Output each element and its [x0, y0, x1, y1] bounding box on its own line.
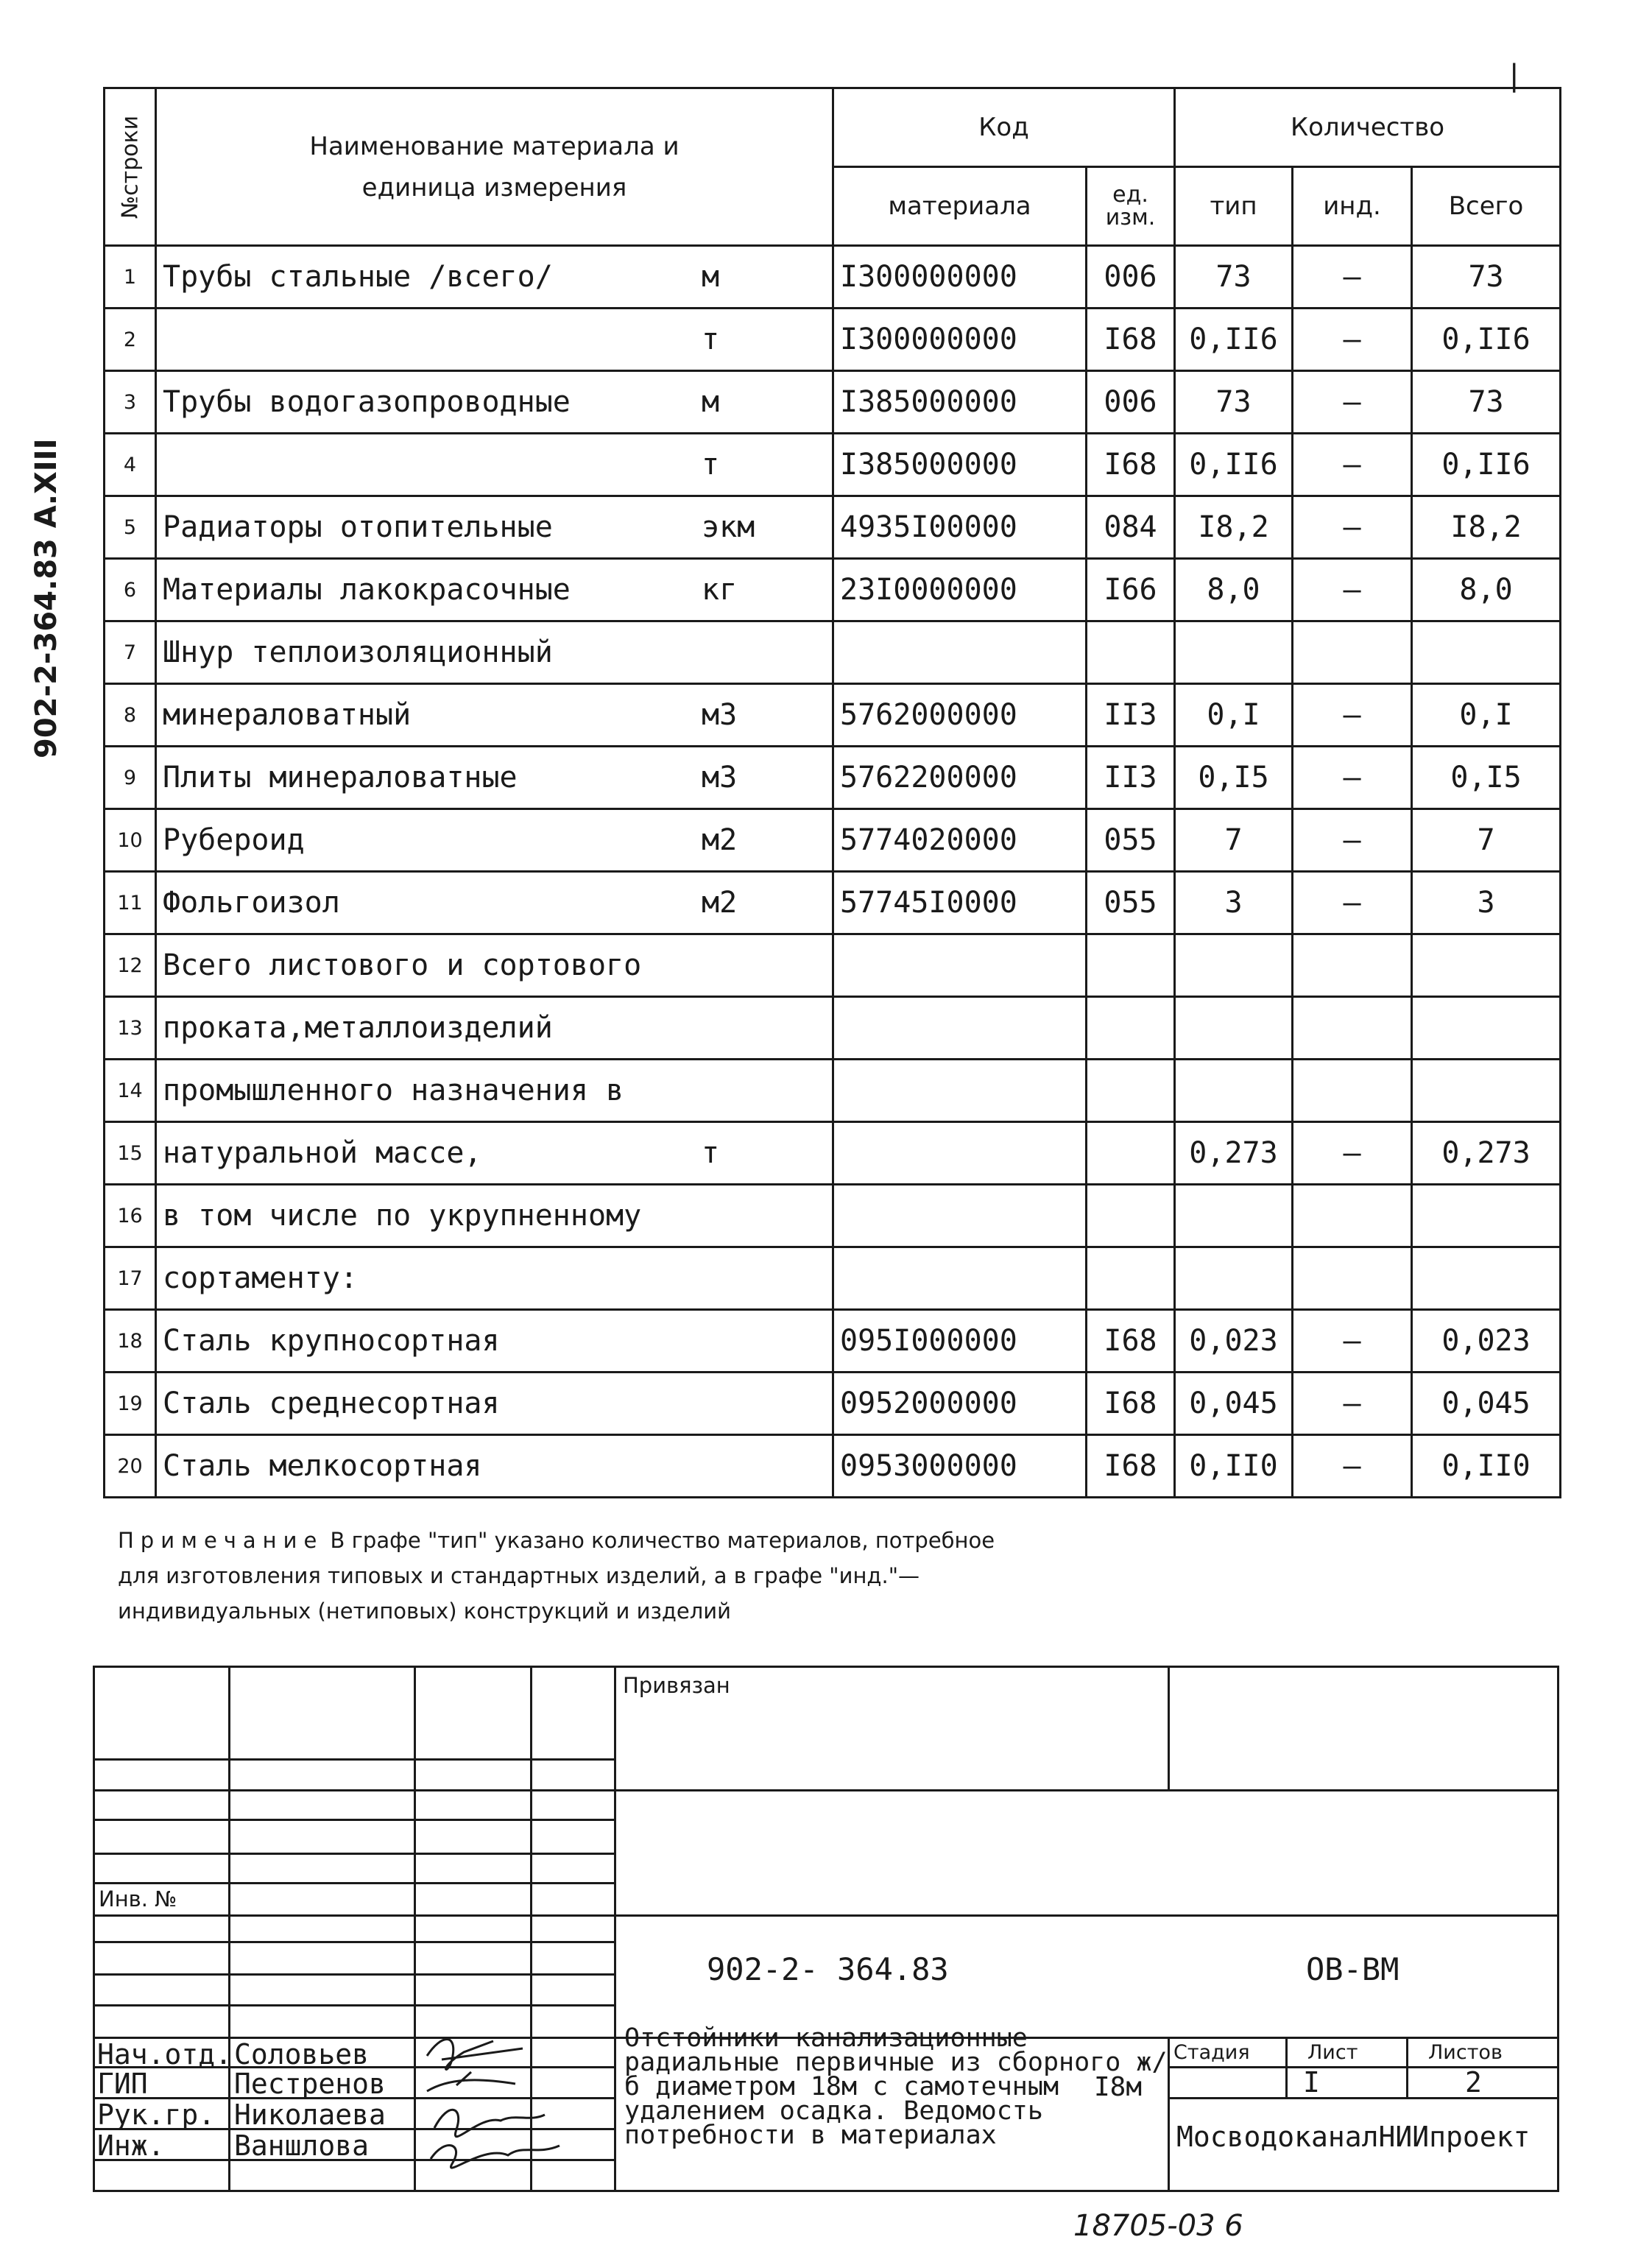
material-code: 0953000000 — [833, 1435, 1087, 1498]
material-code: I300000000 — [833, 309, 1087, 371]
material-code: 57745I0000 — [833, 872, 1087, 934]
material-name — [156, 246, 833, 309]
sheets-value: 2 — [1465, 2066, 1482, 2099]
document-description: Отстойники канализационные радиальные первичные из сборного ж/б диаметром 18м с самотечным удалением осадка. Ведомость потребности в материалах — [624, 2023, 1168, 2150]
qty-ind: – — [1293, 371, 1412, 434]
note-text: В графе "тип" указано количество материалов, потребное для изготовления типовых и стандартных изделий, а в графе "инд."— индивидуальных (нетиповых) конструкций и изделий — [118, 1528, 995, 1624]
material-code: 4935I00000 — [833, 496, 1087, 559]
table-row — [105, 559, 1561, 621]
material-name — [156, 809, 833, 872]
row-number: 2 — [105, 309, 156, 371]
table-row — [105, 684, 1561, 747]
row-number: 12 — [105, 934, 156, 997]
corner-mark: | — [1509, 59, 1519, 93]
table-row — [105, 496, 1561, 559]
row-number: 8 — [105, 684, 156, 747]
row-number: 10 — [105, 809, 156, 872]
note-lead: Примечание — [118, 1528, 324, 1553]
row-number: 14 — [105, 1060, 156, 1122]
unit-code: I68 — [1087, 309, 1175, 371]
material-name-text: Сталь мелкосортная — [163, 1449, 482, 1483]
header-qty-typ: тип — [1175, 167, 1293, 246]
qty-total: 73 — [1412, 371, 1561, 434]
qty-total — [1412, 621, 1561, 684]
qty-ind: – — [1293, 872, 1412, 934]
row-number: 6 — [105, 559, 156, 621]
unit-of-measure: т — [702, 323, 720, 356]
qty-typ: 73 — [1175, 246, 1293, 309]
signatory-role: Рук.гр. — [97, 2099, 216, 2131]
material-name-text: Материалы лакокрасочные — [163, 573, 571, 607]
qty-total: I8,2 — [1412, 496, 1561, 559]
row-number: 18 — [105, 1310, 156, 1373]
qty-typ — [1175, 1060, 1293, 1122]
unit-code — [1087, 621, 1175, 684]
qty-ind: – — [1293, 684, 1412, 747]
qty-total: 8,0 — [1412, 559, 1561, 621]
unit-of-measure: м3 — [702, 698, 738, 732]
qty-total: 73 — [1412, 246, 1561, 309]
qty-total: 3 — [1412, 872, 1561, 934]
unit-code: I68 — [1087, 1373, 1175, 1435]
qty-total — [1412, 997, 1561, 1060]
unit-code: I66 — [1087, 559, 1175, 621]
material-name-text: минераловатный — [163, 698, 412, 732]
signatory-name: Соловьев — [234, 2038, 370, 2071]
table-row — [105, 371, 1561, 434]
qty-typ — [1175, 934, 1293, 997]
material-code: I385000000 — [833, 434, 1087, 496]
table-row — [105, 1310, 1561, 1373]
qty-typ: 0,II6 — [1175, 309, 1293, 371]
qty-ind: – — [1293, 809, 1412, 872]
qty-typ: 0,II6 — [1175, 434, 1293, 496]
unit-code: 006 — [1087, 246, 1175, 309]
organization: МосводоканалНИИпроект — [1176, 2121, 1531, 2153]
material-name-text: сортаменту: — [163, 1261, 358, 1295]
materials-table — [103, 87, 1561, 1498]
qty-total: 0,II0 — [1412, 1435, 1561, 1498]
material-code — [833, 1122, 1087, 1185]
unit-code: 055 — [1087, 809, 1175, 872]
row-number: 19 — [105, 1373, 156, 1435]
row-number: 9 — [105, 747, 156, 809]
qty-total: 0,I5 — [1412, 747, 1561, 809]
qty-total: 0,I — [1412, 684, 1561, 747]
qty-ind: – — [1293, 747, 1412, 809]
header-code-group: Код — [833, 88, 1175, 167]
document-code: 902-2- 364.83 — [707, 1951, 949, 1987]
qty-total — [1412, 1185, 1561, 1247]
qty-typ: 0,045 — [1175, 1373, 1293, 1435]
material-name — [156, 559, 833, 621]
table-row — [105, 434, 1561, 496]
unit-of-measure: т — [702, 448, 720, 482]
material-name — [156, 1247, 833, 1310]
unit-of-measure: м3 — [702, 761, 738, 794]
qty-ind — [1293, 997, 1412, 1060]
row-number: 11 — [105, 872, 156, 934]
unit-of-measure: м — [702, 385, 720, 419]
material-name-text: Сталь крупносортная — [163, 1324, 500, 1358]
unit-code: I68 — [1087, 1435, 1175, 1498]
unit-code: I68 — [1087, 434, 1175, 496]
sheets-label: Листов — [1428, 2041, 1503, 2064]
qty-typ: 0,I — [1175, 684, 1293, 747]
unit-code — [1087, 1247, 1175, 1310]
material-name-text: в том числе по укрупненному — [163, 1199, 642, 1233]
inventory-number-label: Инв. № — [99, 1886, 177, 1912]
material-name — [156, 1185, 833, 1247]
row-number: 16 — [105, 1185, 156, 1247]
material-name-text: Фольгоизол — [163, 886, 340, 920]
table-row — [105, 309, 1561, 371]
unit-of-measure: кг — [702, 573, 738, 607]
material-name-text: Всего листового и сортового — [163, 948, 642, 982]
privyazan-label: Привязан — [623, 1673, 730, 1698]
table-row — [105, 1185, 1561, 1247]
material-name-text: Трубы водогазопроводные — [163, 385, 571, 419]
unit-code: 084 — [1087, 496, 1175, 559]
material-code: 5762000000 — [833, 684, 1087, 747]
unit-code — [1087, 1060, 1175, 1122]
material-code — [833, 1247, 1087, 1310]
size-mark: I8м — [1094, 2072, 1143, 2102]
material-name-text: промышленного назначения в — [163, 1074, 624, 1107]
qty-ind: – — [1293, 496, 1412, 559]
note — [118, 1523, 1001, 1629]
material-name-text: Плиты минераловатные — [163, 761, 518, 794]
unit-of-measure: экм — [702, 510, 755, 544]
qty-ind — [1293, 1247, 1412, 1310]
material-name — [156, 684, 833, 747]
sheet-label: Лист — [1307, 2041, 1358, 2064]
qty-ind: – — [1293, 246, 1412, 309]
material-name-text: Трубы стальные /всего/ — [163, 260, 553, 294]
material-name — [156, 309, 833, 371]
unit-code — [1087, 934, 1175, 997]
material-code: 5762200000 — [833, 747, 1087, 809]
footer-number: 18705-03 6 — [1073, 2209, 1243, 2243]
qty-typ: 0,273 — [1175, 1122, 1293, 1185]
signatory-role: ГИП — [97, 2068, 148, 2100]
unit-code: I68 — [1087, 1310, 1175, 1373]
row-number: 4 — [105, 434, 156, 496]
qty-total — [1412, 934, 1561, 997]
row-number: 15 — [105, 1122, 156, 1185]
material-name — [156, 1310, 833, 1373]
qty-typ: 3 — [1175, 872, 1293, 934]
qty-total — [1412, 1247, 1561, 1310]
material-name — [156, 1435, 833, 1498]
qty-total: 0,023 — [1412, 1310, 1561, 1373]
qty-typ: 8,0 — [1175, 559, 1293, 621]
sheet-mark: ОВ-ВМ — [1306, 1951, 1399, 1987]
table-row — [105, 872, 1561, 934]
unit-of-measure: т — [702, 1136, 720, 1170]
material-name — [156, 872, 833, 934]
unit-code — [1087, 1122, 1175, 1185]
stage-label: Стадия — [1173, 2041, 1250, 2064]
qty-total: 0,II6 — [1412, 434, 1561, 496]
row-number: 3 — [105, 371, 156, 434]
material-code: 0952000000 — [833, 1373, 1087, 1435]
table-row — [105, 621, 1561, 684]
signatures-image — [412, 2026, 589, 2196]
material-code — [833, 1060, 1087, 1122]
table-row — [105, 1435, 1561, 1498]
row-number: 20 — [105, 1435, 156, 1498]
row-number: 5 — [105, 496, 156, 559]
material-code — [833, 934, 1087, 997]
table-row — [105, 1122, 1561, 1185]
qty-ind: – — [1293, 559, 1412, 621]
qty-typ — [1175, 1185, 1293, 1247]
material-name-text: Рубероид — [163, 823, 305, 857]
material-code — [833, 621, 1087, 684]
row-number: 1 — [105, 246, 156, 309]
material-code — [833, 997, 1087, 1060]
signatory-name: Ваншлова — [234, 2129, 370, 2162]
qty-ind — [1293, 1185, 1412, 1247]
material-name — [156, 1060, 833, 1122]
table-row — [105, 246, 1561, 309]
signatory-role: Инж. — [97, 2129, 165, 2162]
material-name-text: Шнур теплоизоляционный — [163, 635, 553, 669]
qty-total: 0,045 — [1412, 1373, 1561, 1435]
side-document-label: 902-2-364.83 А.XIII — [29, 438, 63, 758]
material-name-text: натуральной массе, — [163, 1136, 482, 1170]
row-number: 13 — [105, 997, 156, 1060]
qty-total — [1412, 1060, 1561, 1122]
qty-total: 0,II6 — [1412, 309, 1561, 371]
material-code — [833, 1185, 1087, 1247]
qty-typ — [1175, 621, 1293, 684]
qty-typ: 73 — [1175, 371, 1293, 434]
unit-code: 006 — [1087, 371, 1175, 434]
qty-typ — [1175, 997, 1293, 1060]
material-name — [156, 747, 833, 809]
unit-of-measure: м — [702, 260, 720, 294]
material-name — [156, 371, 833, 434]
unit-code — [1087, 1185, 1175, 1247]
unit-code: II3 — [1087, 747, 1175, 809]
qty-typ: 0,II0 — [1175, 1435, 1293, 1498]
material-name-text: Сталь среднесортная — [163, 1387, 500, 1420]
qty-ind: – — [1293, 434, 1412, 496]
material-name — [156, 1373, 833, 1435]
material-name-text: проката,металлоизделий — [163, 1011, 553, 1045]
header-qty-total: Всего — [1412, 167, 1561, 246]
qty-typ: I8,2 — [1175, 496, 1293, 559]
table-row — [105, 1373, 1561, 1435]
row-number: 7 — [105, 621, 156, 684]
qty-typ: 7 — [1175, 809, 1293, 872]
header-row-number: №строки — [105, 88, 156, 246]
qty-ind — [1293, 1060, 1412, 1122]
unit-of-measure: м2 — [702, 823, 738, 857]
unit-of-measure: м2 — [702, 886, 738, 920]
material-code: 23I0000000 — [833, 559, 1087, 621]
qty-ind — [1293, 621, 1412, 684]
material-name — [156, 1122, 833, 1185]
signatory-name: Пестренов — [234, 2068, 386, 2100]
qty-ind — [1293, 934, 1412, 997]
qty-typ — [1175, 1247, 1293, 1310]
header-code-material: материала — [833, 167, 1087, 246]
unit-code — [1087, 997, 1175, 1060]
row-number: 17 — [105, 1247, 156, 1310]
qty-ind: – — [1293, 1435, 1412, 1498]
material-code: I300000000 — [833, 246, 1087, 309]
material-code: 5774020000 — [833, 809, 1087, 872]
table-row — [105, 747, 1561, 809]
qty-ind: – — [1293, 1310, 1412, 1373]
header-material-name: Наименование материала и единица измерения — [156, 88, 833, 246]
unit-code: 055 — [1087, 872, 1175, 934]
material-name — [156, 496, 833, 559]
header-qty-ind: инд. — [1293, 167, 1412, 246]
material-name — [156, 434, 833, 496]
signatory-name: Николаева — [234, 2099, 386, 2131]
material-name — [156, 997, 833, 1060]
qty-typ: 0,I5 — [1175, 747, 1293, 809]
material-name-text: Радиаторы отопительные — [163, 510, 553, 544]
qty-ind: – — [1293, 1373, 1412, 1435]
sheet-value: I — [1303, 2066, 1320, 2099]
qty-total: 0,273 — [1412, 1122, 1561, 1185]
header-code-unit: ед. изм. — [1087, 167, 1175, 246]
material-name — [156, 621, 833, 684]
unit-code: II3 — [1087, 684, 1175, 747]
qty-total: 7 — [1412, 809, 1561, 872]
signatory-role: Нач.отд. — [97, 2038, 233, 2071]
table-row — [105, 809, 1561, 872]
table-row — [105, 1060, 1561, 1122]
table-row — [105, 997, 1561, 1060]
table-row — [105, 1247, 1561, 1310]
header-quantity-group: Количество — [1175, 88, 1561, 167]
qty-ind: – — [1293, 1122, 1412, 1185]
qty-ind: – — [1293, 309, 1412, 371]
qty-typ: 0,023 — [1175, 1310, 1293, 1373]
material-name — [156, 934, 833, 997]
material-code: I385000000 — [833, 371, 1087, 434]
material-code: 095I000000 — [833, 1310, 1087, 1373]
table-row — [105, 934, 1561, 997]
